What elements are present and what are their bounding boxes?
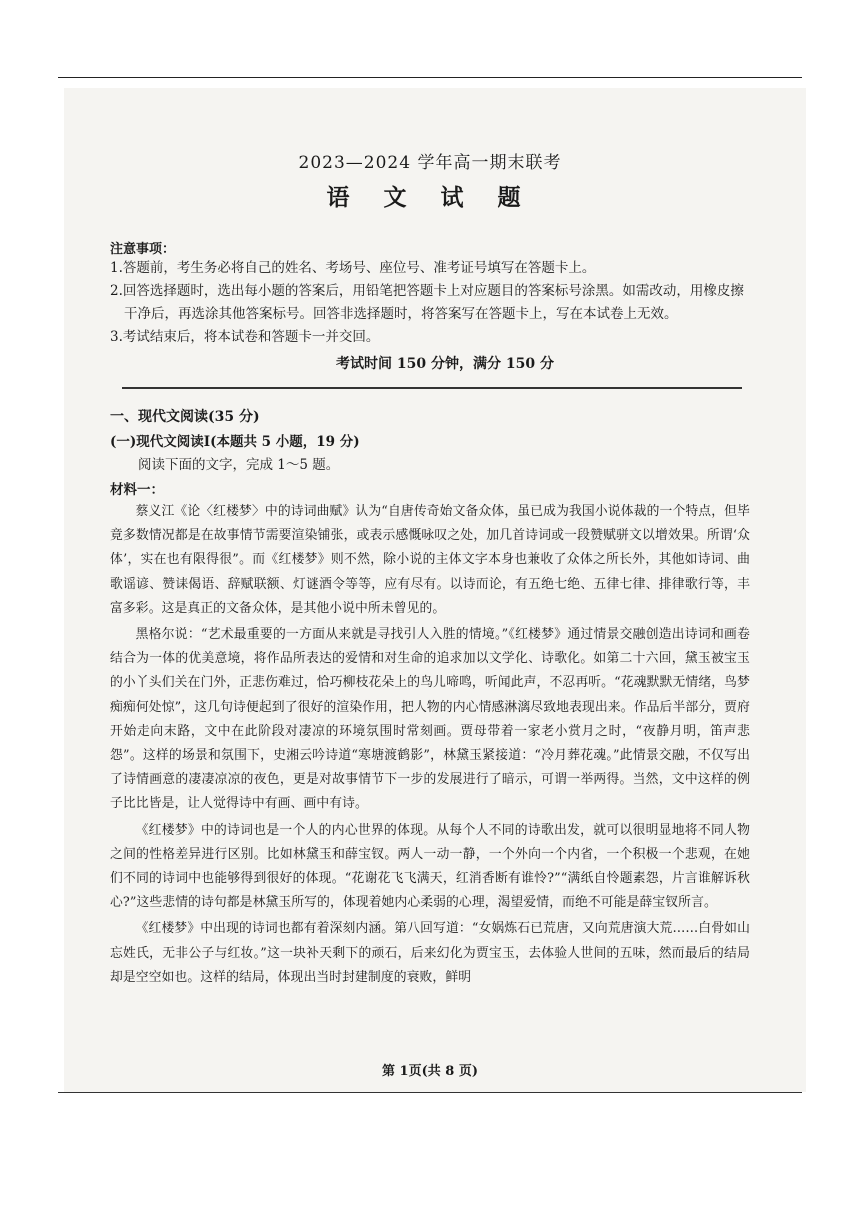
page-footer: 第 1页(共 8 页) (382, 1064, 478, 1079)
section-divider (122, 387, 742, 389)
passage-paragraph: 蔡义江《论〈红楼梦〉中的诗词曲赋》认为“自唐传奇始文备众体，虽已成为我国小说体裁的一个特点，但毕竟多数情况都是在故事情节需要渲染铺张，或表示感慨咏叹之处，加几首诗词或一段赞赋骈文以增效果。所谓‘众体’，实在也有限得很”。而《红楼梦》则不然，除小说的主体文字本身也兼收了众体之所长外，其他如诗词、曲歌谣谚、赞诔偈语、辞赋联额、灯谜酒令等等，应有尽有。以诗而论，有五绝七绝、五律七律、排律歌行等，丰富多彩。这是真正的文备众体，是其他小说中所未曾见的。 (110, 504, 750, 616)
top-rule (58, 77, 802, 78)
subsection-heading: (一)现代文阅读Ⅰ(本题共 5 小题，19 分) (110, 434, 360, 450)
subject-title: 语 文 试 题 (326, 184, 534, 211)
passage-paragraph: 黑格尔说：“艺术最重要的一方面从来就是寻找引人入胜的情境。”《红楼梦》通过情景交融创造出诗词和画卷结合为一体的优美意境，将作品所表达的爱情和对生命的追求加以文学化、诗歌化。如第二十六回，黛玉被宝玉的小丫头们关在门外，正悲伤难过，恰巧柳枝花朵上的鸟儿啼鸣，听闻此声，不忍再听。“花魂默默无情绪，鸟梦痴痴何处惊”，这几句诗便起到了很好的渲染作用，把人物的内心情感淋漓尽致地表现出来。作品后半部分，贾府开始走向末路，文中在此阶段对凄凉的环境氛围时常刻画。贾母带着一家老小赏月之时，“夜静月明，笛声悲怨”。这样的场景和氛围下，史湘云吟诗道“寒塘渡鹤影”，林黛玉紧接道：“冷月葬花魂。”此情景交融，不仅写出了诗情画意的凄凄凉凉的夜色，更是对故事情节下一步的发展进行了暗示，可谓一举两得。当然，文中这样的例子比比皆是，让人觉得诗中有画、画中有诗。 (110, 627, 750, 812)
notice-item: 1.答题前，考生务必将自己的姓名、考场号、座位号、准考证号填写在答题卡上。 (110, 260, 596, 276)
bottom-rule (58, 1092, 802, 1093)
material-label: 材料一： (110, 482, 164, 498)
notice-heading: 注意事项： (110, 242, 176, 257)
reading-instruction: 阅读下面的文字，完成 1～5 题。 (138, 457, 340, 473)
exam-time: 考试时间 150 分钟，满分 150 分 (336, 356, 554, 372)
passage-paragraph: 《红楼梦》中出现的诗词也都有着深刻内涵。第八回写道：“女娲炼石已荒唐，又向荒唐演大荒……白骨如山忘姓氏，无非公子与红妆。”这一块补天剩下的顽石，后来幻化为贾宝玉，去体验人世间的五味，然而最后的结局却是空空如也。这样的结局，体现出当时封建制度的衰败，鲜明 (110, 921, 750, 985)
exam-page (110, 145, 750, 990)
exam-title: 2023—2024 学年高一期末联考 (298, 153, 562, 173)
notice-item: 3.考试结束后，将本试卷和答题卡一并交回。 (110, 329, 380, 345)
section-heading: 一、现代文阅读(35 分) (110, 409, 260, 425)
notice-item: 2.回答选择题时，选出每小题的答案后，用铅笔把答题卡上对应题目的答案标号涂黑。如需改动，用橡皮擦干净后，再选涂其他答案标号。回答非选择题时，将答案写在答题卡上，写在本试卷上无效。 (110, 283, 744, 322)
passage-paragraph: 《红楼梦》中的诗词也是一个人的内心世界的体现。从每个人不同的诗歌出发，就可以很明显地将不同人物之间的性格差异进行区别。比如林黛玉和薛宝钗。两人一动一静，一个外向一个内省，一个积极一个悲观，在她们不同的诗词中也能够得到很好的体现。“花谢花飞飞满天，红消香断有谁怜?”“满纸自怜题素怨，片言谁解诉秋心?”这些悲情的诗句都是林黛玉所写的，体现着她内心柔弱的心理，渴望爱情，而绝不可能是薛宝钗所言。 (110, 822, 750, 911)
